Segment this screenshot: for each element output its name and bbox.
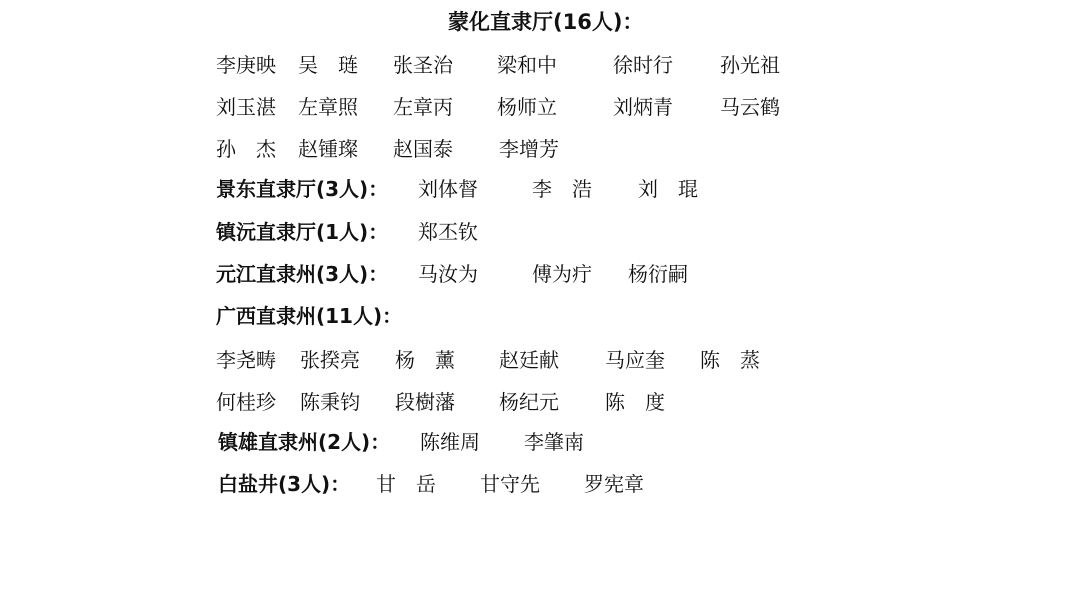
- person-name: 赵国泰: [393, 137, 453, 161]
- person-name: 左章照: [298, 95, 358, 119]
- person-name: 马汝为: [418, 262, 478, 286]
- person-name: 陈秉钧: [300, 390, 360, 414]
- person-name: 马云鹤: [720, 95, 780, 119]
- page-title: 蒙化直隶厅(16人)：: [448, 10, 644, 34]
- section-heading: 景东直隶厅(3人)：: [216, 177, 389, 201]
- person-name: 李尧畴: [216, 348, 276, 372]
- person-name: 李 浩: [532, 177, 592, 201]
- person-name: 李肇南: [524, 430, 584, 454]
- person-name: 左章丙: [393, 95, 453, 119]
- person-name: 陈 蒸: [700, 348, 760, 372]
- person-name: 杨 薰: [395, 348, 455, 372]
- person-name: 李庚映: [216, 53, 276, 77]
- person-name: 孙光祖: [720, 53, 780, 77]
- section-heading: 白盐井(3人)：: [218, 472, 351, 496]
- person-name: 甘守先: [480, 472, 540, 496]
- person-name: 孙 杰: [216, 137, 276, 161]
- person-name: 李增芳: [499, 137, 559, 161]
- person-name: 罗宪章: [584, 472, 644, 496]
- section-heading: 元江直隶州(3人)：: [216, 262, 389, 286]
- person-name: 张揆亮: [300, 348, 360, 372]
- person-name: 何桂珍: [216, 390, 276, 414]
- person-name: 甘 岳: [376, 472, 436, 496]
- person-name: 陈维周: [420, 430, 480, 454]
- person-name: 马应奎: [605, 348, 665, 372]
- section-heading: 镇雄直隶州(2人)：: [218, 430, 391, 454]
- person-name: 张圣治: [393, 53, 453, 77]
- section-heading: 镇沅直隶厅(1人)：: [216, 220, 389, 244]
- person-name: 吴 琏: [298, 53, 358, 77]
- person-name: 赵廷献: [499, 348, 559, 372]
- person-name: 刘玉湛: [216, 95, 276, 119]
- person-name: 赵锺璨: [298, 137, 358, 161]
- section-heading: 广西直隶州(11人)：: [216, 304, 403, 328]
- person-name: 杨纪元: [499, 390, 559, 414]
- person-name: 刘炳青: [613, 95, 673, 119]
- person-name: 刘体督: [418, 177, 478, 201]
- person-name: 梁和中: [497, 53, 557, 77]
- person-name: 段樹藩: [395, 390, 455, 414]
- person-name: 刘 琨: [638, 177, 698, 201]
- person-name: 杨师立: [497, 95, 557, 119]
- person-name: 陈 度: [605, 390, 665, 414]
- person-name: 郑丕钦: [418, 220, 478, 244]
- person-name: 傅为疔: [532, 262, 592, 286]
- person-name: 杨衍嗣: [628, 262, 688, 286]
- person-name: 徐时行: [613, 53, 673, 77]
